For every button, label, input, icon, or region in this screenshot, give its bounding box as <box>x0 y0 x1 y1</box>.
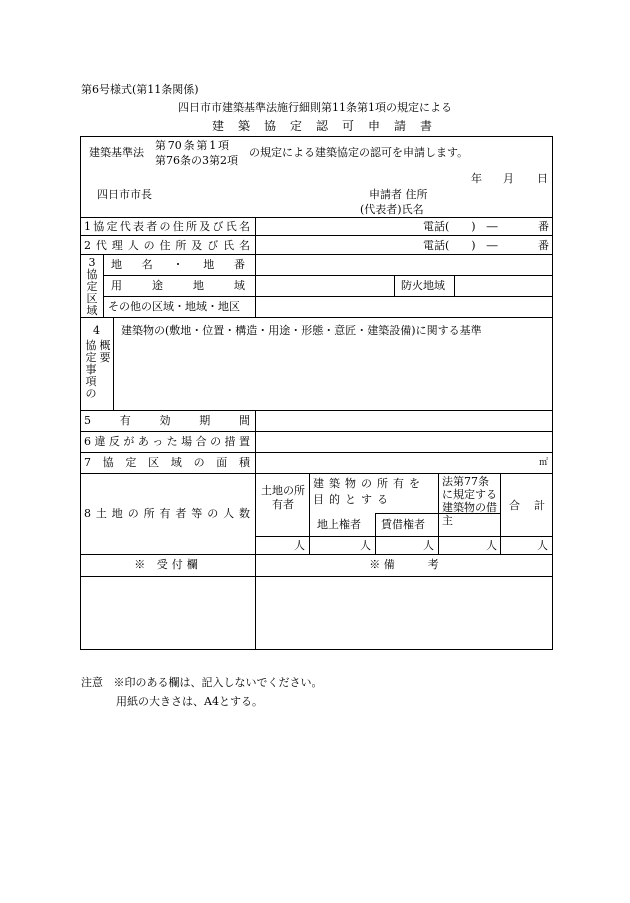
col-line <box>255 254 256 317</box>
agent-label: 2代理人の住所及び氏名 <box>84 239 250 252</box>
art77-unit: 人 <box>486 539 497 552</box>
form-number: 第6号様式(第11条関係) <box>81 83 199 96</box>
building-purpose-label: 建築物の所有を目的とする <box>313 477 425 506</box>
representative-ban-label: 番 <box>538 220 549 233</box>
owners-count-label: 8土地の所有者等の人数 <box>84 507 250 520</box>
representative-label: 1協定代表者の住所及び氏名 <box>84 220 250 233</box>
note-1: ※印のある欄は、記入しないでください。 <box>113 676 323 689</box>
youto-label: 用途地域 <box>111 279 245 292</box>
col-line <box>438 473 439 554</box>
row-line <box>103 275 552 276</box>
request-text: の規定による建築協定の認可を申請します。 <box>249 146 469 159</box>
applicant-address-label: 申請者 住所 <box>369 188 428 201</box>
fire-zone-label: 防火地域 <box>401 279 445 292</box>
col-line <box>113 317 114 410</box>
month-label: 月 <box>503 172 514 185</box>
land-owner-label: 土地の所有者 <box>261 484 305 511</box>
row-line <box>81 254 552 255</box>
surface-right-label: 地上権者 <box>317 518 361 531</box>
row-line <box>81 576 552 577</box>
col-line <box>394 275 395 296</box>
application-form-table <box>80 136 553 650</box>
summary-number: 4 <box>93 324 100 337</box>
note-label: 注意 <box>81 676 103 689</box>
remarks-label: ※ 備 考 <box>369 558 439 571</box>
notes <box>81 673 323 711</box>
surface-right-unit: 人 <box>360 539 371 552</box>
year-label: 年 <box>471 172 482 185</box>
law-label: 建築基準法 <box>89 146 144 159</box>
land-owner-unit: 人 <box>294 539 305 552</box>
row-line <box>81 217 552 218</box>
col-line <box>103 254 104 317</box>
article-2: 第76条の3第2項 <box>155 154 238 167</box>
lease-right-label: 賃借権者 <box>381 518 425 531</box>
row-line <box>81 235 552 236</box>
summary-label-a: 協定事項の <box>85 339 97 400</box>
col-line <box>500 473 501 554</box>
area-unit: ㎡ <box>539 458 549 468</box>
agent-phone-label: 電話( ) ― <box>423 239 498 252</box>
row-line <box>81 317 552 318</box>
valid-period-label: 5有効期間 <box>84 414 250 427</box>
summary-label-b: 概要 <box>99 339 111 364</box>
row-line <box>255 536 552 537</box>
row-line <box>81 452 552 453</box>
row-line <box>81 410 552 411</box>
document-title: 建築協定認可申請書 <box>211 119 446 133</box>
area-size-label: 7協定区域の面積 <box>84 456 250 469</box>
chimei-label: 地名・地番 <box>111 258 245 271</box>
row-line <box>103 296 552 297</box>
total-label: 合計 <box>509 499 545 512</box>
col-line <box>255 410 256 576</box>
col-line <box>454 275 455 296</box>
row-line <box>81 554 552 555</box>
row-line <box>81 473 552 474</box>
reception-label: ※ 受付欄 <box>134 558 202 571</box>
note-2: 用紙の大きさは、A4とする。 <box>116 695 263 708</box>
ordinance-reference: 四日市市建築基準法施行細則第11条第1項の規定による <box>178 101 452 114</box>
article-1: 第70条第1項 <box>155 139 229 152</box>
addressee: 四日市市長 <box>97 188 152 201</box>
agreement-area-label: 3協定区域 <box>86 256 98 317</box>
col-line <box>309 473 310 554</box>
other-zone-label: その他の区域・地域・地区 <box>108 300 240 313</box>
art77-label: 法第77条に規定する建築物の借主 <box>442 475 497 527</box>
row-line <box>81 431 552 432</box>
violation-label: 6違反があった場合の措置 <box>84 435 250 448</box>
day-label: 日 <box>537 172 548 185</box>
lease-right-unit: 人 <box>423 539 434 552</box>
col-line <box>255 576 256 649</box>
total-unit: 人 <box>537 539 548 552</box>
representative-phone-label: 電話( ) ― <box>423 220 498 233</box>
col-line <box>375 513 376 554</box>
applicant-name-label: (代表者)氏名 <box>360 203 424 216</box>
agent-ban-label: 番 <box>538 239 549 252</box>
summary-text: 建築物の(敷地・位置・構造・用途・形態・意匠・建築設備)に関する基準 <box>121 324 482 337</box>
